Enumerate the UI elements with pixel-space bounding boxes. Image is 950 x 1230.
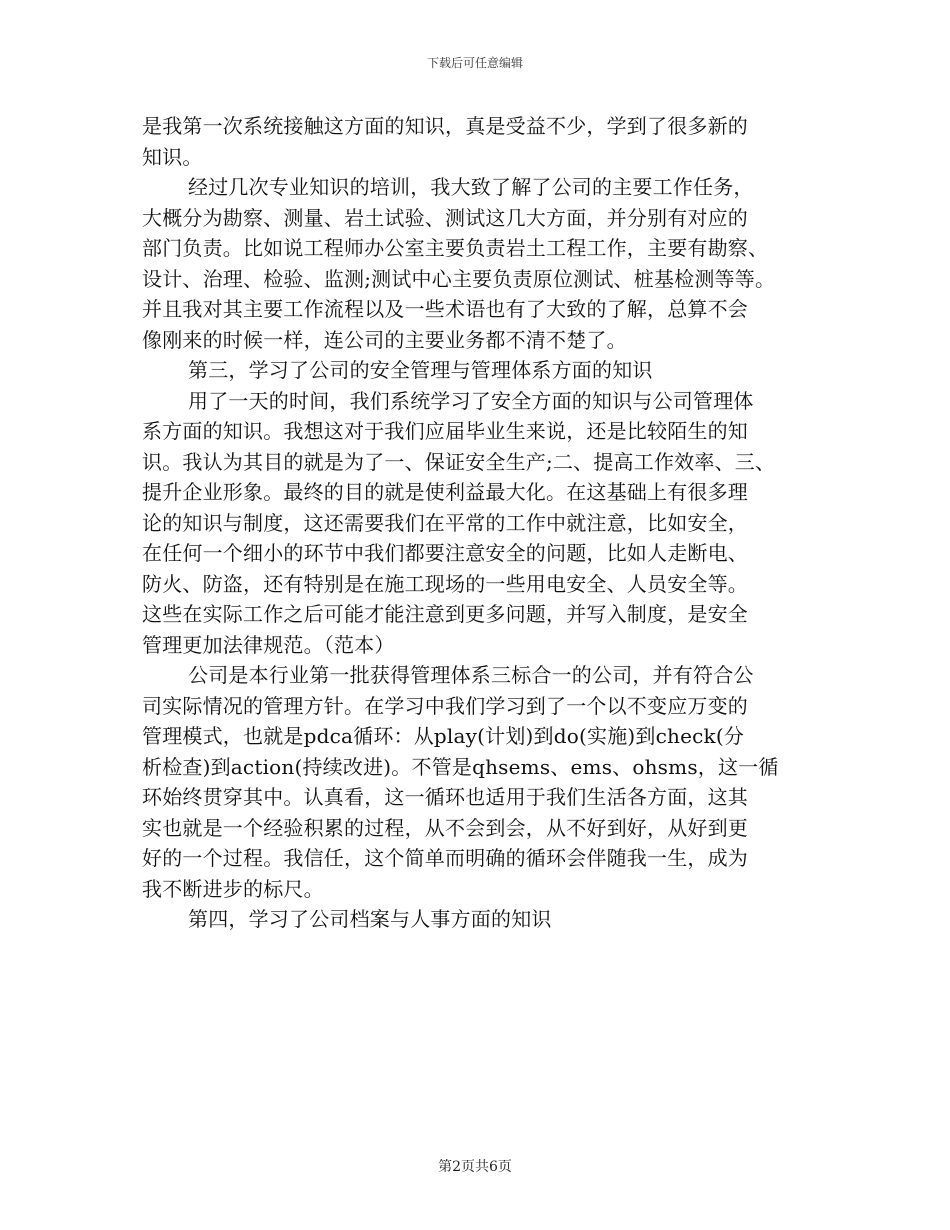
body-line: 环始终贯穿其中。认真看，这一循环也适用于我们生活各方面，这其 [142, 785, 748, 809]
body-line: 我不断进步的标尺。 [142, 876, 324, 901]
body-line: 部门负责。比如说工程师办公室主要负责岩土工程工作，主要有勘察、 [142, 236, 769, 260]
body-line: 防火、防盗，还有特别是在施工现场的一些用电安全、人员安全等。 [142, 571, 748, 596]
section-heading-fourth: 第四，学习了公司档案与人事方面的知识 [188, 907, 552, 931]
body-line: 并且我对其主要工作流程以及一些术语也有了大致的了解，总算不会 [142, 297, 748, 321]
body-line: 管理模式，也就是pdca循环：从play(计划)到do(实施)到check(分 [142, 724, 745, 748]
body-line: 大概分为勘察、测量、岩土试验、测试这几大方面，并分别有对应的 [142, 205, 748, 230]
body-line: 像刚来的时候一样，连公司的主要业务都不清不楚了。 [142, 327, 627, 352]
body-line: 设计、治理、检验、监测;测试中心主要负责原位测试、桩基检测等等。 [142, 266, 776, 291]
body-line: 是我第一次系统接触这方面的知识，真是受益不少，学到了很多新的 [142, 114, 748, 138]
body-line: 实也就是一个经验积累的过程，从不会到会，从不好到好，从好到更 [142, 815, 748, 840]
page-number: 第2页共6页 [438, 1159, 512, 1175]
body-line: 提升企业形象。最终的目的就是使利益最大化。在这基础上有很多理 [142, 480, 748, 504]
paragraph-start-line: 经过几次专业知识的培训，我大致了解了公司的主要工作任务， [188, 175, 754, 199]
paragraph-start-line: 公司是本行业第一批获得管理体系三标合一的公司，并有符合公 [188, 663, 754, 687]
body-line: 析检查)到action(持续改进)。不管是qhsems、ems、ohsms，这一循 [142, 754, 779, 779]
section-heading-third: 第三，学习了公司的安全管理与管理体系方面的知识 [188, 358, 653, 382]
body-line: 识。我认为其目的就是为了一、保证安全生产;二、提高工作效率、三、 [142, 449, 776, 474]
page-header: 下载后可任意编辑 [426, 56, 523, 70]
body-line: 好的一个过程。我信任，这个简单而明确的循环会伴随我一生，成为 [142, 846, 748, 870]
body-line: 管理更加法律规范。（范本） [142, 632, 395, 657]
paragraph-start-line: 用了一天的时间，我们系统学习了安全方面的知识与公司管理体 [188, 388, 754, 413]
body-line: 司实际情况的管理方针。在学习中我们学习到了一个以不变应万变的 [142, 693, 748, 718]
body-line: 论的知识与制度，这还需要我们在平常的工作中就注意，比如安全， [142, 510, 748, 535]
body-line: 在任何一个细小的环节中我们都要注意安全的问题，比如人走断电、 [142, 541, 748, 565]
body-line: 系方面的知识。我想这对于我们应届毕业生来说，还是比较陌生的知 [142, 419, 748, 443]
body-line: 这些在实际工作之后可能才能注意到更多问题，并写入制度，是安全 [142, 602, 748, 626]
body-line: 知识。 [142, 144, 203, 169]
document-body [142, 111, 832, 935]
